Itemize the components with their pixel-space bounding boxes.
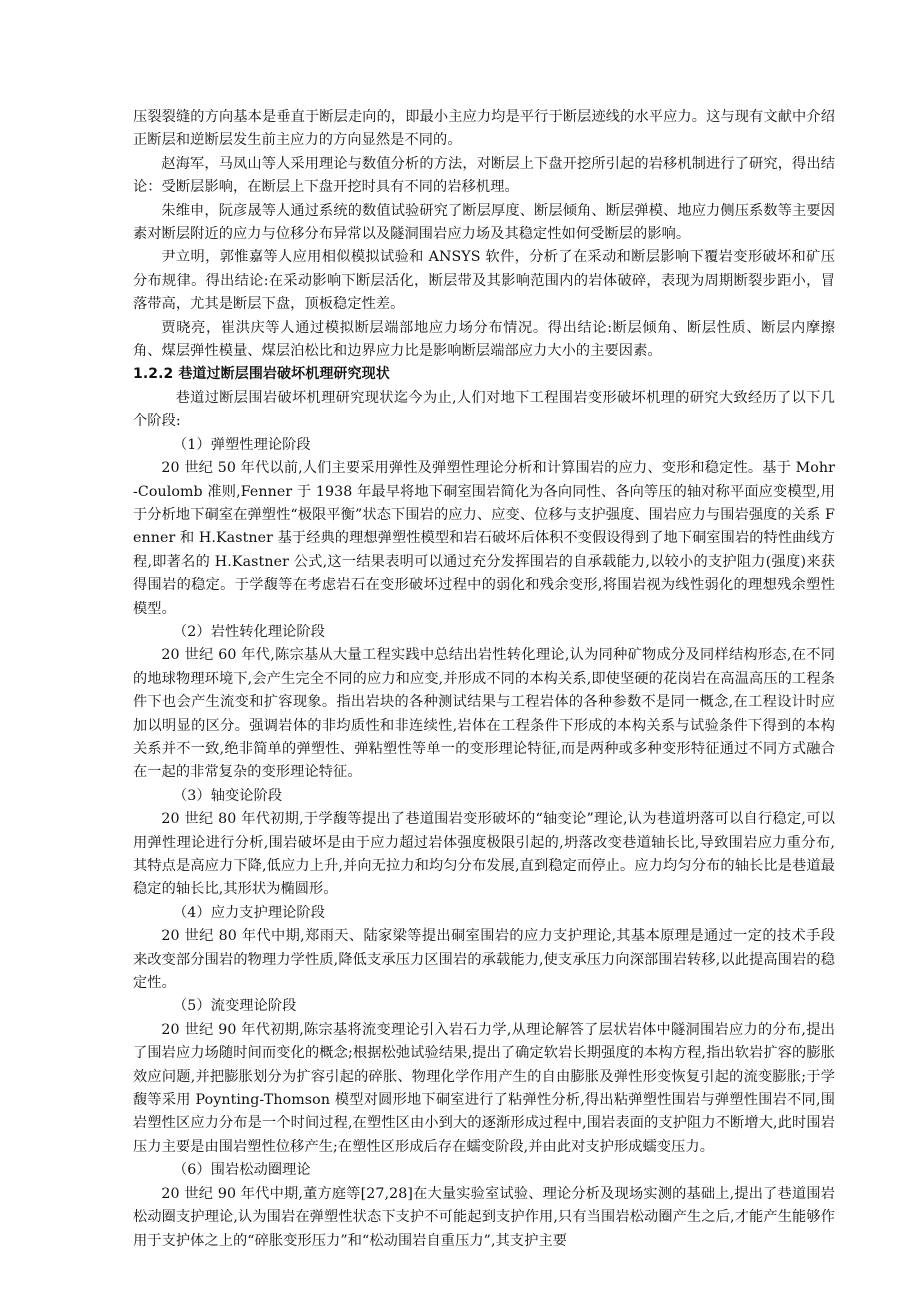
stage-title-1: （1）弹塑性理论阶段 [173,436,311,453]
paragraph-stage-6: 20 世纪 90 年代中期,董方庭等[27,28]在大量实验室试验、理论分析及现场实测的基础上,提出了巷道围岩松动圈支护理论,认为围岩在弹塑性状态下支护不可能起到支护作用,只有当围岩松动圈产生之后,才能产生能够作用于支护体之上的“碎胀变形压力”和“松动围岩自重压力”,其支护主要 [133,1185,835,1249]
stage-title-6: （6）围岩松动圈理论 [173,1162,311,1179]
paragraph-intro-stages: 巷道过断层围岩破坏机理研究现状迄今为止,人们对地下工程围岩变形破坏机理的研究大致经历了以下几个阶段: [133,389,835,430]
stage-title-4: （4）应力支护理论阶段 [173,904,326,921]
stage-title-5: （5）流变理论阶段 [173,998,297,1015]
paragraph-stage-2: 20 世纪 60 年代,陈宗基从大量工程实践中总结出岩性转化理论,认为同种矿物成分及同样结构形态,在不同的地球物理环境下,会产生完全不同的应力和应变,并形成不同的本构关系,即使坚硬的花岗岩在高温高压的工程条件下也会产生流变和扩容现象。指出岩块的各种测试结果与工程岩体的各种参数不是同一概念,在工程设计时应加以明显的区分。强调岩体的非均质性和非连续性,岩体在工程条件下形成的本构关系与试验条件下得到的本构关系并不一致,绝非简单的弹塑性、弹粘塑性等单一的变形理论特征,而是两种或多种变形特征通过不同方式融合在一起的非常复杂的变形理论特征。 [133,647,835,781]
paragraph-yin-liming: 尹立明，郭惟嘉等人应用相似模拟试验和 ANSYS 软件，分析了在采动和断层影响下覆岩变形破坏和矿压分布规律。得出结论:在采动影响下断层活化，断层带及其影响范围内的岩体破碎，表现为周期断裂步距小，冒落带高，尤其是断层下盘，顶板稳定性差。 [133,249,835,313]
document-page [133,106,835,1253]
paragraph-zhu-weishen: 朱维申，阮彦晟等人通过系统的数值试验研究了断层厚度、断层倾角、断层弹模、地应力侧压系数等主要因素对断层附近的应力与位移分布异常以及隧洞围岩应力场及其稳定性如何受断层的影响。 [133,202,835,243]
paragraph-stage-3: 20 世纪 80 年代初期,于学馥等提出了巷道围岩变形破坏的“轴变论”理论,认为巷道坍落可以自行稳定,可以用弹性理论进行分析,围岩破坏是由于应力超过岩体强度极限引起的,坍落改变巷道轴长比,导致围岩应力重分布,其特点是高应力下降,低应力上升,并向无拉力和均匀分布发展,直到稳定而停止。应力均匀分布的轴长比是巷道最稳定的轴长比,其形状为椭圆形。 [133,811,835,898]
paragraph-continuation: 压裂裂缝的方向基本是垂直于断层走向的，即最小主应力均是平行于断层迹线的水平应力。这与现有文献中介绍正断层和逆断层发生前主应力的方向显然是不同的。 [133,109,835,149]
section-heading-1-2-2: 1.2.2 巷道过断层围岩破坏机理研究现状 [133,366,390,383]
paragraph-stage-5: 20 世纪 90 年代初期,陈宗基将流变理论引入岩石力学,从理论解答了层状岩体中隧洞围岩应力的分布,提出了围岩应力场随时间而变化的概念;根据松弛试验结果,提出了确定软岩长期强度的本构方程,指出软岩扩容的膨胀效应问题,并把膨胀划分为扩容引起的碎胀、物理化学作用产生的自由膨胀及弹性形变恢复引起的流变膨胀;于学馥等采用 Poynting-Thomson 模型对圆形地下硐室进行了粘弹性分析,得出粘弹塑性围岩与弹塑性围岩不同,围岩塑性区应力分布是一个时间过程,在塑性区由小到大的逐渐形成过程中,围岩表面的支护阻力不断增大,此时围岩压力主要是由围岩塑性位移产生;在塑性区形成后存在蠕变阶段,并由此对支护形成蠕变压力。 [133,1021,835,1155]
paragraph-stage-4: 20 世纪 80 年代中期,郑雨天、陆家梁等提出硐室围岩的应力支护理论,其基本原理是通过一定的技术手段来改变部分围岩的物理力学性质,降低支承压力区围岩的承载能力,使支承压力向深部围岩转移,以此提高围岩的稳定性。 [133,928,835,992]
stage-title-3: （3）轴变论阶段 [173,787,283,804]
paragraph-jia-xiaoliang: 贾晓亮，崔洪庆等人通过模拟断层端部地应力场分布情况。得出结论:断层倾角、断层性质、断层内摩擦角、煤层弹性模量、煤层泊松比和边界应力比是影响断层端部应力大小的主要因素。 [133,319,835,360]
paragraph-stage-1: 20 世纪 50 年代以前,人们主要采用弹性及弹塑性理论分析和计算围岩的应力、变形和稳定性。基于 Mohr-Coulomb 准则,Fenner 于 1938 年最早将地下硐室围岩简化为各向同性、各向等压的轴对称平面应变模型,用于分析地下硐室在弹塑性“极限平衡”状态下围岩的应力、应变、位移与支护强度、围岩应力与围岩强度的关系 Fenner 和 H.Kastner 基于经典的理想弹塑性模型和岩石破坏后体积不变假设得到了地下硐室围岩的特性曲线方程,即著名的 H.Kastner 公式,这一结果表明可以通过充分发挥围岩的自承载能力,以较小的支护阻力(强度)来获得围岩的稳定。于学馥等在考虑岩石在变形破坏过程中的弱化和残余变形,将围岩视为线性弱化的理想残余塑性模型。 [133,460,835,617]
paragraph-zhao-haijun: 赵海军，马凤山等人采用理论与数值分析的方法，对断层上下盘开挖所引起的岩移机制进行了研究，得出结论：受断层影响，在断层上下盘开挖时具有不同的岩移机理。 [133,155,835,196]
stage-title-2: （2）岩性转化理论阶段 [173,623,326,640]
